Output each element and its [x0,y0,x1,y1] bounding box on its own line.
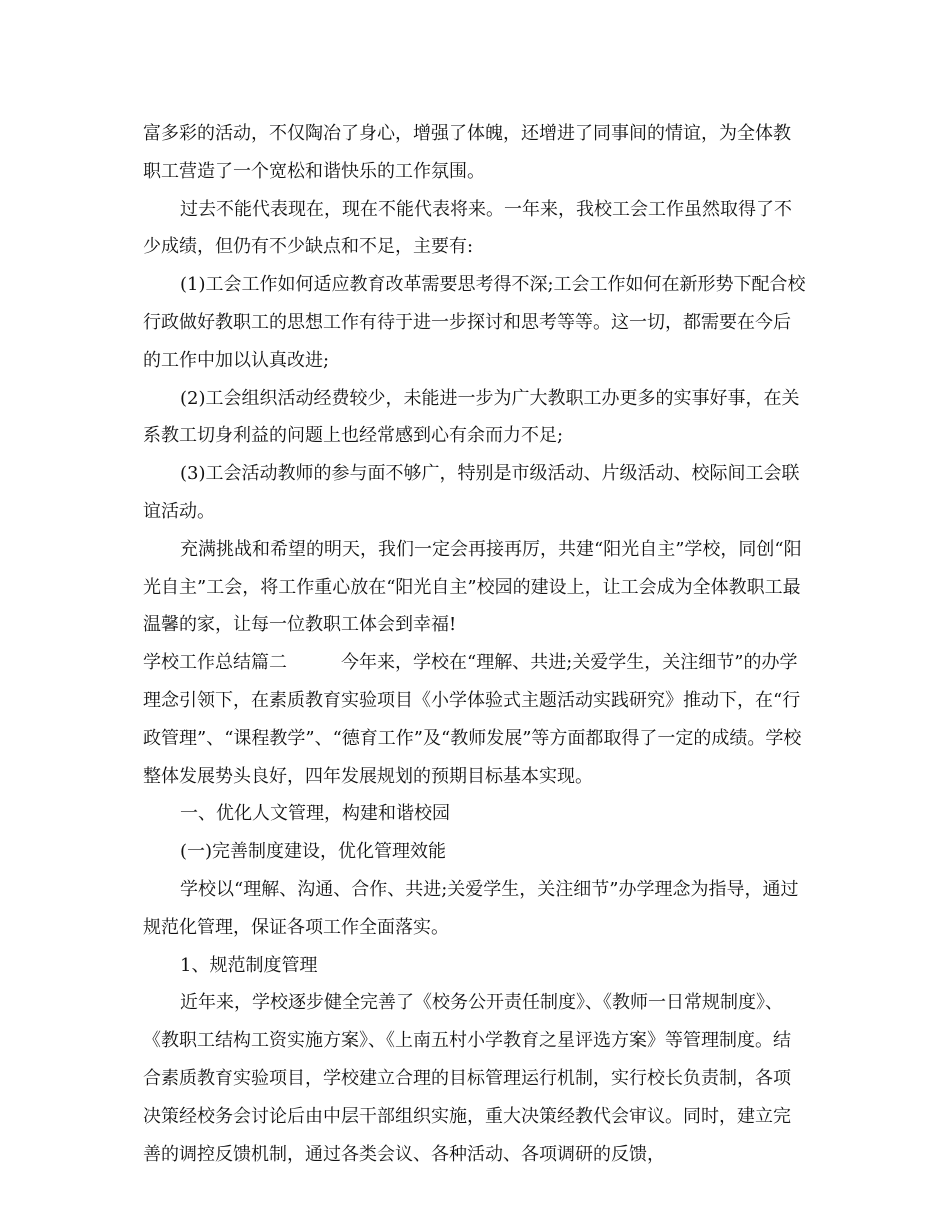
section-intro: 今年来，学校在“理解、共进;关爱学生，关注细节”的办学理念引领下，在素质教育实验项目《小学体验式主题活动实践研究》推动下，在“行政管理”、“课程教学”、“德育工作”及“教师发展”等方面都取得了一定的成绩。学校整体发展势头良好，四年发展规划的预期目标基本实现。 [143,652,802,787]
document-body [143,115,808,1173]
paragraph-4: (2)工会组织活动经费较少，未能进一步为广大教职工办更多的实事好事，在关系教工切身利益的问题上也经常感到心有余而力不足; [143,387,800,447]
paragraph-7 [143,644,808,795]
paragraph-6: 充满挑战和希望的明天，我们一定会再接再厉，共建“阳光自主”学校，同创“阳光自主”工会，将工作重心放在“阳光自主”校园的建设上，让工会成为全体教职工最温馨的家，让每一位教职工体会到幸福! [143,538,802,636]
paragraph-5: (3)工会活动教师的参与面不够广，特别是市级活动、片级活动、校际间工会联谊活动。 [143,463,800,522]
section-title: 学校工作总结篇二 [143,652,287,674]
heading-1: 一、优化人文管理，构建和谐校园 [180,803,450,825]
paragraph-3: (1)工会工作如何适应教育改革需要思考得不深;工会工作如何在新形势下配合校行政做好教职工的思想工作有待于进一步探讨和思考等等。这一切，都需要在今后的工作中加以认真改进; [143,274,806,371]
heading-1-1: (一)完善制度建设，优化管理效能 [180,841,447,863]
paragraph-10: 学校以“理解、沟通、合作、共进;关爱学生，关注细节”办学理念为指导，通过规范化管理，保证各项工作全面落实。 [143,878,799,938]
paragraph-1: 富多彩的活动，不仅陶冶了身心，增强了体魄，还增进了同事间的情谊，为全体教职工营造了一个宽松和谐快乐的工作氛围。 [143,123,791,182]
paragraph-12: 近年来，学校逐步健全完善了《校务公开责任制度》、《教师一日常规制度》、《教职工结构工资实施方案》、《上南五村小学教育之星评选方案》等管理制度。结合素质教育实验项目，学校建立合理的目标管理运行机制，实行校长负责制，各项决策经校务会讨论后由中层干部组织实施，重大决策经教代会审议。同时，建立完善的调控反馈机制，通过各类会议、各种活动、各项调研的反馈， [143,992,791,1165]
heading-1-1-1: 1、规范制度管理 [180,954,318,976]
paragraph-2: 过去不能代表现在，现在不能代表将来。一年来，我校工会工作虽然取得了不少成绩，但仍有不少缺点和不足，主要有: [143,198,792,258]
